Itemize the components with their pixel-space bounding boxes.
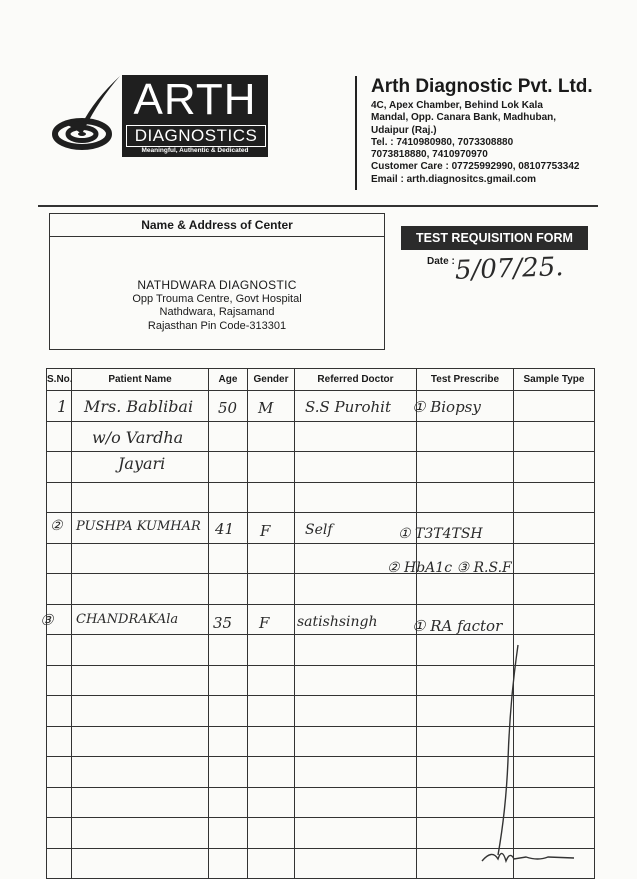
logo-tagline: Meaningful, Authentic & Dedicated (141, 147, 249, 154)
table-cell[interactable] (248, 574, 295, 605)
table-cell[interactable] (47, 848, 72, 879)
entry-3-sno[interactable]: ③ (40, 611, 54, 629)
table-cell[interactable] (514, 543, 595, 574)
table-cell[interactable] (209, 574, 248, 605)
entry-2-age[interactable]: 41 (215, 520, 235, 538)
table-cell[interactable] (417, 452, 514, 483)
table-cell[interactable] (47, 787, 72, 818)
table-cell[interactable] (209, 696, 248, 727)
table-cell[interactable] (72, 726, 209, 757)
entry-3-test[interactable]: ① RA factor (412, 617, 503, 635)
table-cell[interactable] (72, 482, 209, 513)
table-cell[interactable] (248, 452, 295, 483)
table-cell[interactable] (248, 482, 295, 513)
table-cell[interactable] (248, 818, 295, 849)
table-cell[interactable] (248, 696, 295, 727)
logo-badge (122, 75, 268, 157)
entry-2-test-2[interactable]: ② HbA1c ③ R.S.F (387, 560, 512, 576)
col-gender-header: Gender (248, 369, 295, 391)
address-line: 4C, Apex Chamber, Behind Lok Kala (371, 100, 543, 111)
table-cell[interactable] (295, 696, 417, 727)
form-title: TEST REQUISITION FORM (401, 226, 588, 250)
center-stamp (50, 279, 384, 333)
table-cell[interactable] (47, 665, 72, 696)
table-cell[interactable] (248, 543, 295, 574)
entry-1-name-line2[interactable]: w/o Vardha (92, 428, 184, 447)
table-cell[interactable] (209, 482, 248, 513)
center-address-box (49, 213, 385, 350)
table-cell[interactable] (72, 543, 209, 574)
table-row (47, 574, 595, 605)
col-sno-header: S.No. (47, 369, 72, 391)
entry-3-gender[interactable]: F (259, 614, 270, 632)
table-cell[interactable] (248, 787, 295, 818)
entry-1-doctor[interactable]: S.S Purohit (305, 398, 391, 416)
table-cell[interactable] (72, 696, 209, 727)
table-header-row (47, 369, 595, 391)
center-line: Opp Trouma Centre, Govt Hospital (132, 292, 302, 305)
table-cell[interactable] (514, 513, 595, 544)
col-test-prescribe-header: Test Prescribe (417, 369, 514, 391)
entry-2-doctor[interactable]: Self (305, 522, 333, 538)
table-cell[interactable] (295, 482, 417, 513)
table-cell[interactable] (417, 482, 514, 513)
table-cell[interactable] (295, 726, 417, 757)
table-cell[interactable] (295, 665, 417, 696)
logo-subtitle: DIAGNOSTICS (126, 125, 266, 147)
address-line: Email : arth.diagnositcs.gmail.com (371, 173, 537, 185)
table-cell[interactable] (295, 574, 417, 605)
address-line: Customer Care : 07725992990, 08107753342 (371, 161, 580, 173)
table-cell[interactable] (209, 665, 248, 696)
table-cell[interactable] (514, 452, 595, 483)
entry-2-name[interactable]: PUSHPA KUMHAR (76, 519, 201, 534)
table-cell[interactable] (47, 452, 72, 483)
table-cell[interactable] (295, 818, 417, 849)
col-age-header: Age (209, 369, 248, 391)
header-rule (38, 205, 598, 207)
table-cell[interactable] (209, 818, 248, 849)
entry-1-name[interactable]: Mrs. Bablibai (84, 397, 194, 416)
table-cell[interactable] (47, 482, 72, 513)
address-line: Mandal, Opp. Canara Bank, Madhuban, (371, 112, 557, 124)
table-cell[interactable] (209, 635, 248, 666)
table-cell[interactable] (209, 757, 248, 788)
table-cell[interactable] (514, 482, 595, 513)
address-line: 7073818880, 7410970970 (371, 149, 488, 161)
table-cell[interactable] (72, 757, 209, 788)
company-name: Arth Diagnostic Pvt. Ltd. (371, 76, 593, 97)
address-line: Tel. : 7410980980, 7073308880 (371, 136, 514, 148)
pen-stroke (470, 640, 530, 870)
table-cell[interactable] (248, 604, 295, 635)
table-cell[interactable] (295, 787, 417, 818)
table-cell[interactable] (209, 848, 248, 879)
entry-1-test[interactable]: ① Biopsy (412, 398, 481, 416)
col-referred-doctor-header: Referred Doctor (295, 369, 417, 391)
table-cell[interactable] (248, 513, 295, 544)
logo-word: ARTH (133, 75, 257, 124)
entry-1-name-line3[interactable]: Jayari (118, 454, 166, 473)
entry-2-gender[interactable]: F (260, 522, 271, 540)
address-line: Udaipur (Raj.) (371, 124, 437, 136)
table-cell[interactable] (47, 818, 72, 849)
table-cell[interactable] (209, 421, 248, 452)
table-cell[interactable] (209, 543, 248, 574)
table-cell[interactable] (295, 757, 417, 788)
entry-1-gender[interactable]: M (258, 399, 274, 417)
table-cell[interactable] (514, 391, 595, 422)
table-cell[interactable] (47, 421, 72, 452)
table-cell[interactable] (47, 696, 72, 727)
entry-3-doctor[interactable]: satishsingh (297, 614, 378, 630)
table-cell[interactable] (47, 726, 72, 757)
table-cell[interactable] (248, 421, 295, 452)
table-cell[interactable] (295, 421, 417, 452)
table-cell[interactable] (47, 635, 72, 666)
table-cell[interactable] (248, 757, 295, 788)
entry-3-age[interactable]: 35 (213, 614, 233, 632)
table-cell[interactable] (295, 452, 417, 483)
center-line: Nathdwara, Rajsamand (159, 306, 275, 318)
table-cell[interactable] (72, 574, 209, 605)
table-cell[interactable] (72, 848, 209, 879)
table-cell[interactable] (72, 787, 209, 818)
table-cell[interactable] (514, 421, 595, 452)
date-value[interactable]: 5/07/25. (454, 252, 564, 286)
table-cell[interactable] (47, 543, 72, 574)
company-address (371, 100, 580, 186)
table-cell[interactable] (514, 604, 595, 635)
table-cell[interactable] (248, 665, 295, 696)
table-cell[interactable] (248, 726, 295, 757)
entry-3-name[interactable]: CHANDRAKAla (76, 612, 179, 627)
signature-scribble (478, 843, 578, 867)
table-row (47, 482, 595, 513)
col-patient-name-header: Patient Name (72, 369, 209, 391)
date-label: Date : (427, 256, 455, 267)
center-line: Rajasthan Pin Code-313301 (147, 319, 287, 332)
table-cell[interactable] (47, 757, 72, 788)
table-cell[interactable] (417, 421, 514, 452)
table-cell[interactable] (295, 635, 417, 666)
table-cell[interactable] (514, 574, 595, 605)
table-cell[interactable] (209, 452, 248, 483)
table-cell[interactable] (248, 848, 295, 879)
table-cell[interactable] (47, 574, 72, 605)
center-name: NATHDWARA DIAGNOSTIC (137, 278, 297, 292)
table-cell[interactable] (72, 665, 209, 696)
target-check-logo-icon (52, 72, 122, 152)
table-cell[interactable] (72, 635, 209, 666)
table-cell[interactable] (72, 818, 209, 849)
center-heading: Name & Address of Center (50, 214, 384, 237)
table-cell[interactable] (295, 848, 417, 879)
entry-2-sno[interactable]: ② (50, 518, 63, 534)
header-divider (355, 76, 357, 190)
entry-1-sno[interactable]: 1 (57, 397, 68, 416)
entry-1-age[interactable]: 50 (218, 399, 238, 417)
table-cell[interactable] (248, 635, 295, 666)
entry-2-test-1[interactable]: ① T3T4TSH (398, 526, 483, 542)
table-cell[interactable] (209, 787, 248, 818)
col-sample-type-header: Sample Type (514, 369, 595, 391)
table-cell[interactable] (209, 726, 248, 757)
table-cell[interactable] (417, 574, 514, 605)
table-row (47, 543, 595, 574)
